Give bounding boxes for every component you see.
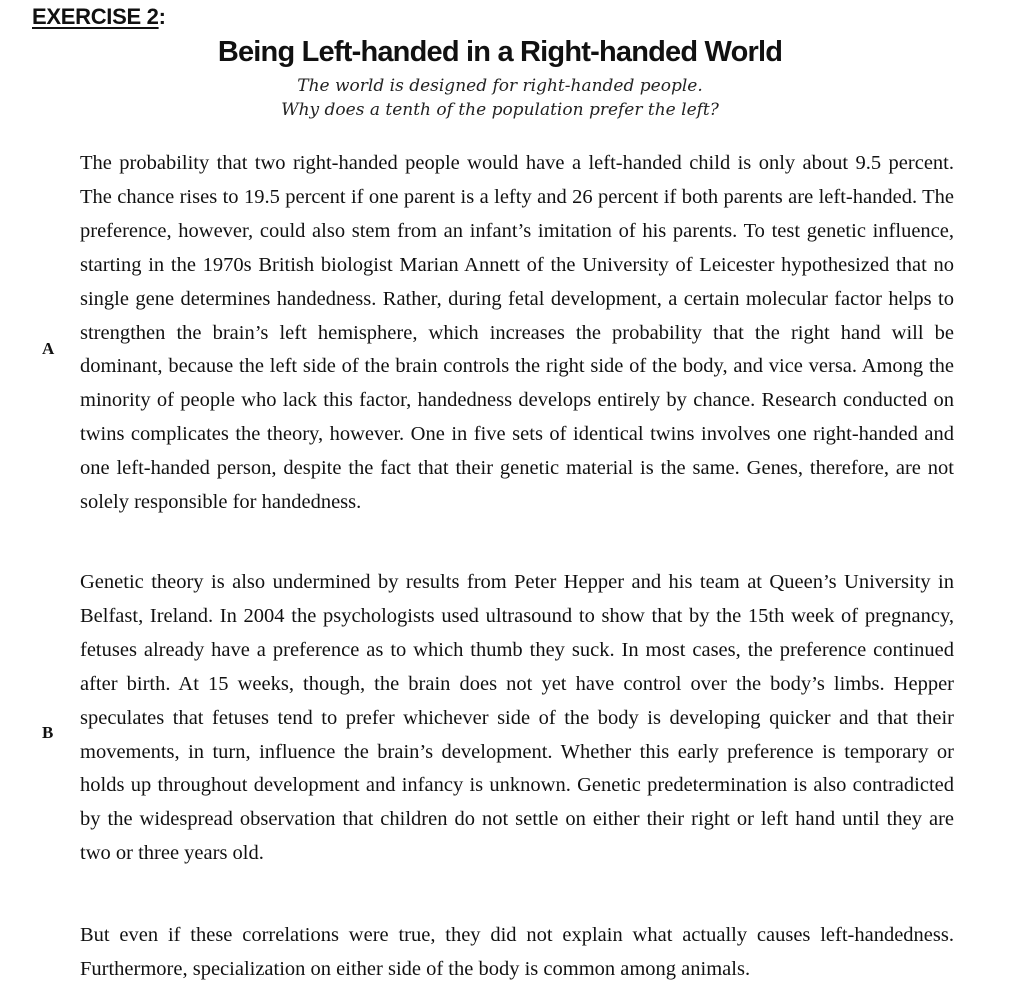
article-subtitle-line-2: Why does a tenth of the population prefer the left? [281, 100, 719, 120]
paragraph-c: But even if these correlations were true, they did not explain what actually causes left-handedness. Furthermore, specialization on either side of the body is common among animals. [80, 924, 954, 980]
exercise-label: EXERCISE 2 [32, 4, 159, 29]
exercise-label-colon: : [158, 4, 166, 29]
paragraph-marker-b: B [42, 723, 54, 742]
paragraph-a: The probability that two right-handed people would have a left-handed child is only about 9.5 percent. The chance rises to 19.5 percent if one parent is a lefty and 26 percent if both parents are left-handed. The preference, however, could also stem from an infant’s imitation of his parents. To test genetic influence, starting in the 1970s British biologist Marian Annett of the University of Leicester hypothesized that no single gene determines handedness. Rather, during fetal development, a certain molecular factor helps to strengthen the brain’s left hemisphere, which increases the probability that the right hand will be dominant, because the left side of the brain controls the right side of the body, and vice versa. Among the minority of people who lack this factor, handedness develops entirely by chance. Research conducted on twins complicates the theory, however. One in five sets of identical twins involves one right-handed and one left-handed person, despite the fact that their genetic material is the same. Genes, therefore, are not solely responsible for handedness. [80, 152, 954, 514]
exercise-heading [32, 4, 166, 30]
paragraph-marker-a: A [42, 339, 55, 358]
paragraph-b: Genetic theory is also undermined by results from Peter Hepper and his team at Queen’s University in Belfast, Ireland. In 2004 the psychologists used ultrasound to show that by the 15th week of pregnancy, fetuses already have a preference as to which thumb they suck. In most cases, the preference continued after birth. At 15 weeks, though, the brain does not yet have control over the body’s limbs. Hepper speculates that fetuses tend to prefer whichever side of the body is developing quicker and that their movements, in turn, influence the brain’s development. Whether this early preference is temporary or holds up throughout development and infancy is unknown. Genetic predetermination is also contradicted by the widespread observation that children do not settle on either their right or left hand until they are two or three years old. [80, 571, 954, 865]
article-subtitle-line-1: The world is designed for right-handed people. [297, 76, 703, 96]
article-title: Being Left-handed in a Right-handed World [217, 36, 783, 68]
